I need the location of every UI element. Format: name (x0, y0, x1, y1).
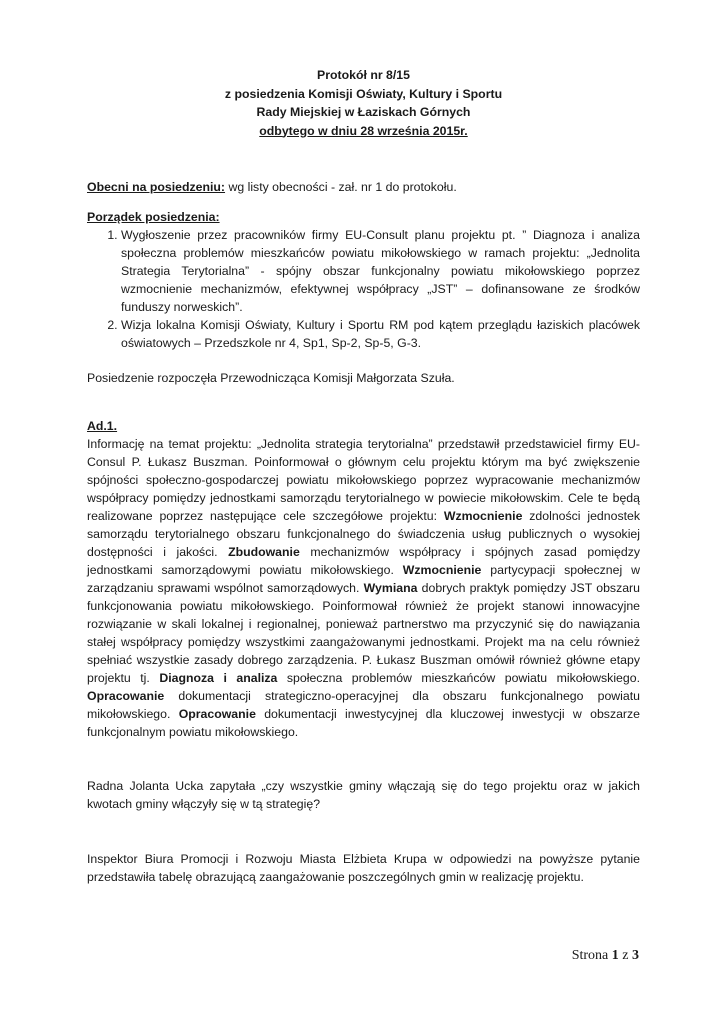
total-pages: 3 (632, 948, 639, 963)
committee-name: z posiedzenia Komisji Oświaty, Kultury i Sportu (224, 86, 503, 101)
councillor-question: Radna Jolanta Ucka zapytała „czy wszystkie gminy włączają się do tego projektu oraz w jakich kwotach gminy włączyły się w tą strategię? (87, 779, 640, 811)
agenda-item: 2. Wizja lokalna Komisji Oświaty, Kultury i Sportu RM pod kątem przeglądu łaziskich placówek oświatowych – Przedszkole nr 4, Sp1, Sp-2, Sp-5, G-3. (121, 316, 640, 352)
agenda-list (87, 226, 640, 352)
ad1-paragraph: Informację na temat projektu: „Jednolita strategia terytorialna” przedstawił przedstawiciel firmy EU-Consul P. Łukasz Buszman. Poinformował o głównym celu projektu którym ma być zwiększenie spójności społeczno-gospodarczej powiatu mikołowskiego poprzez wypracowanie mechanizmów współpracy pomiędzy jednostkami samorządu terytorialnego w powiecie mikołowskim. Cele te będą realizowane poprzez następujące cele szczegółowe projektu: Wzmocnienie zdolności jednostek samorządu terytorialnego obszaru funkcjonalnego do świadczenia usług publicznych o wysokiej dostępności i jakości. Zbudowanie mechanizmów współpracy i spójnych zasad pomiędzy jednostkami samorządowymi powiatu mikołowskiego. Wzmocnienie partycypacji społecznej w zarządzaniu sprawami wspólnot samorządowych. Wymiana dobrych praktyk pomiędzy JST obszaru funkcjonowania powiatu mikołowskiego. Poinformował również że projekt stanowi innowacyjne rozwiązanie w skali lokalnej i regionalnej, ponieważ partnerstwo ma przyczynić się do nawiązania stałej współpracy pomiędzy wszystkimi zaangażowanymi jednostkami. Projekt ma na celu również spełniać wszystkie zasady dobrego zarządzenia. P. Łukasz Buszman omówił również główne etapy projektu tj. Diagnoza i analiza społeczna problemów mieszkańców powiatu mikołowskiego. Opracowanie dokumentacji strategiczno-operacyjnej dla obszaru funkcjonalnego powiatu mikołowskiego. Opracowanie dokumentacji inwestycyjnej dla kluczowej inwestycji w obszarze funkcjonalnym powiatu mikołowskiego. (87, 437, 641, 739)
attendance-line (87, 178, 640, 196)
current-page: 1 (611, 948, 619, 963)
page-of: z (622, 948, 629, 963)
inspector-answer: Inspektor Biura Promocji i Rozwoju Miasta Elżbieta Krupa w odpowiedzi na powyższe pytanie przedstawiła tabelę obrazującą zaangażowanie poszczególnych gmin w realizację projektu. (87, 852, 640, 884)
document-header (87, 66, 640, 140)
page-number (572, 948, 639, 964)
protocol-number: Protokół nr 8/15 (317, 68, 410, 82)
agenda-item: 1. Wygłoszenie przez pracowników firmy EU-Consult planu projektu pt. ” Diagnoza i analiza społeczna problemów mieszkańców powiatu mikołowskiego w ramach projektu: „Jednolita Strategia Terytorialna” - spójny obszar funkcjonalny powiatu mikołowskiego poprzez wzmocnienie mechanizmów, efektywnej współpracy „JST” – dofinansowane ze środków funduszy norweskich”. (121, 226, 640, 316)
page-word: Strona (571, 948, 609, 963)
meeting-date: odbytego w dniu 28 września 2015r. (259, 123, 468, 138)
opening-statement: Posiedzenie rozpoczęła Przewodnicząca Komisji Małgorzata Szuła. (87, 371, 455, 385)
attendance-label: Obecni na posiedzeniu: (87, 180, 226, 194)
agenda-heading: Porządek posiedzenia: (87, 210, 220, 224)
council-name: Rady Miejskiej w Łaziskach Górnych (256, 105, 471, 119)
attendance-text: wg listy obecności - zał. nr 1 do protokołu. (225, 180, 457, 194)
document-page (87, 66, 640, 886)
ad1-heading: Ad.1. (87, 419, 118, 433)
